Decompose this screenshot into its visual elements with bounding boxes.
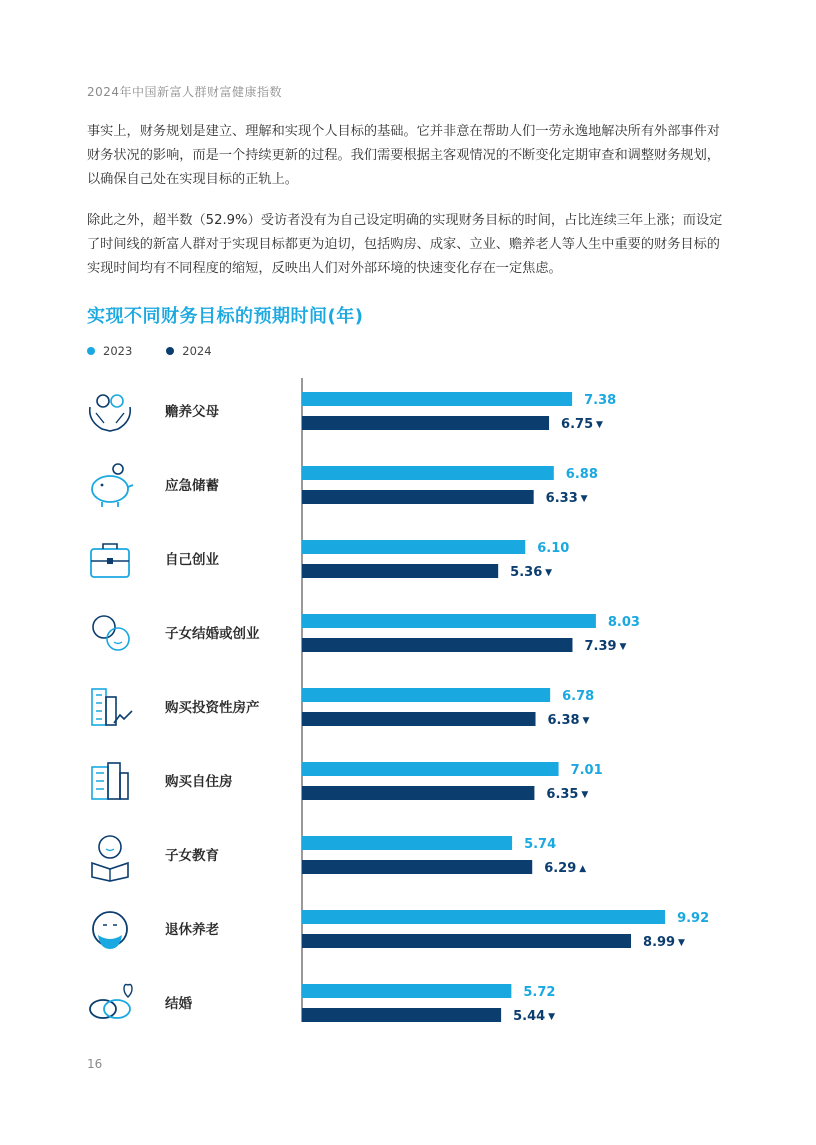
- bar-2023: [302, 910, 665, 924]
- couple-icon: [93, 616, 129, 650]
- chart-row: [92, 688, 594, 728]
- bar-2023: [302, 984, 511, 998]
- trend-down-icon: ▼: [678, 938, 685, 948]
- category-label: 购买投资性房产: [165, 700, 260, 716]
- bar-2023: [302, 762, 559, 776]
- page-number: 16: [87, 1057, 103, 1071]
- chart-row: [92, 762, 603, 802]
- category-label: 退休养老: [165, 922, 219, 938]
- trend-up-icon: ▲: [579, 864, 587, 874]
- value-label-2023: 5.74: [524, 837, 557, 852]
- investment-building-icon: [92, 689, 132, 725]
- bar-2024: [302, 786, 534, 800]
- value-label-2023: 7.38: [584, 393, 617, 408]
- chart-row: [92, 464, 598, 507]
- value-label-2023: 6.10: [537, 541, 570, 556]
- chart-row: [90, 392, 616, 432]
- bar-2024: [302, 712, 536, 726]
- value-label-2023: 5.72: [523, 985, 556, 1000]
- category-label: 应急储蓄: [165, 478, 219, 494]
- value-label-2023: 8.03: [607, 615, 640, 630]
- value-label-2024: 6.29: [544, 861, 577, 876]
- category-label: 子女结婚或创业: [165, 626, 260, 642]
- value-label-2024: 5.44: [513, 1009, 546, 1024]
- value-label-2023: 6.88: [565, 467, 598, 482]
- bar-2023: [302, 392, 572, 406]
- chart-row: [90, 984, 555, 1024]
- bar-2024: [302, 416, 549, 430]
- legend-label-2023: 2023: [103, 344, 133, 358]
- child-reading-icon: [92, 836, 128, 881]
- value-label-2024: 7.39: [584, 639, 617, 654]
- bar-2023: [302, 688, 550, 702]
- residential-building-icon: [92, 763, 128, 799]
- bar-2024: [302, 638, 572, 652]
- bar-2024: [302, 564, 498, 578]
- bar-2023: [302, 466, 554, 480]
- bar-2024: [302, 1008, 501, 1022]
- trend-down-icon: ▼: [580, 494, 588, 504]
- value-label-2023: 7.01: [570, 763, 603, 778]
- value-label-2024: 8.99: [643, 935, 676, 950]
- bar-2024: [302, 934, 631, 948]
- chart-row: [91, 540, 569, 580]
- piggy-bank-icon: [92, 464, 133, 507]
- briefcase-icon: [91, 544, 129, 577]
- trend-down-icon: ▼: [548, 1012, 556, 1022]
- trend-down-icon: ▼: [582, 716, 590, 726]
- chart-row: [93, 614, 640, 654]
- category-label: 购买自住房: [165, 774, 233, 790]
- report-header: 2024年中国新富人群财富健康指数: [87, 85, 283, 99]
- value-label-2024: 6.38: [547, 713, 580, 728]
- legend-label-2024: 2024: [182, 344, 212, 358]
- value-label-2023: 6.78: [562, 689, 595, 704]
- category-label: 自己创业: [165, 552, 219, 568]
- trend-down-icon: ▼: [619, 642, 627, 652]
- category-label: 子女教育: [165, 848, 219, 864]
- bar-2023: [302, 614, 596, 628]
- value-label-2024: 5.36: [510, 565, 543, 580]
- value-label-2023: 9.92: [677, 911, 710, 926]
- category-label: 赡养父母: [165, 404, 219, 420]
- paragraph-1: 事实上，财务规划是建立、理解和实现个人目标的基础。它并非意在帮助人们一劳永逸地解决所有外部事件对财务状况的影响，而是一个持续更新的过程。我们需要根据主客观情况的不断变化定期审查和调整财务规划，以确保自己处在实现目标的正轨上。: [87, 124, 720, 187]
- value-label-2024: 6.75: [561, 417, 594, 432]
- trend-down-icon: ▼: [581, 790, 589, 800]
- chart-title: 实现不同财务目标的预期时间(年): [87, 306, 364, 327]
- value-label-2024: 6.33: [545, 491, 578, 506]
- bar-2023: [302, 836, 512, 850]
- trend-down-icon: ▼: [596, 420, 603, 430]
- paragraph-2: 除此之外，超半数（52.9%）受访者没有为自己设定明确的实现财务目标的时间，占比连续三年上涨；而设定了时间线的新富人群对于实现目标都更为迫切，包括购房、成家、立业、赡养老人等人生中重要的财务目标的实现时间均有不同程度的缩短，反映出人们对外部环境的快速变化存在一定焦虑。: [87, 213, 723, 276]
- hands-heart-icon: [90, 395, 131, 431]
- bar-2024: [302, 860, 532, 874]
- elderly-face-icon: [93, 912, 127, 949]
- bar-2023: [302, 540, 525, 554]
- category-label: 结婚: [165, 996, 192, 1012]
- trend-down-icon: ▼: [545, 568, 553, 578]
- chart-row: [93, 910, 709, 950]
- chart-row: [92, 836, 586, 881]
- bar-2024: [302, 490, 534, 504]
- value-label-2024: 6.35: [546, 787, 579, 802]
- wedding-rings-icon: [90, 985, 132, 1019]
